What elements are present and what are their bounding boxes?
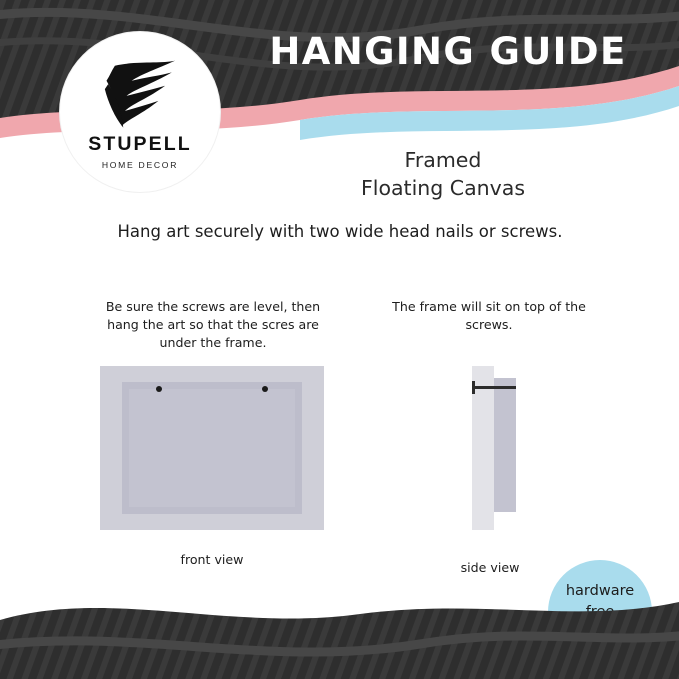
page-title: HANGING GUIDE: [269, 30, 627, 73]
side-view-wall: [472, 366, 494, 530]
bottom-band-graphic: [0, 574, 679, 679]
front-view-caption: Be sure the screws are level, then hang the art so that the scres are under the frame.: [105, 299, 321, 350]
screw-dot-left-icon: [156, 386, 162, 392]
screw-dot-right-icon: [262, 386, 268, 392]
side-view-screw-icon: [474, 386, 516, 389]
product-name-line1: Framed: [404, 148, 482, 172]
product-name-line2: Floating Canvas: [360, 176, 526, 200]
bottom-decorative-band: [0, 574, 679, 679]
side-view-caption: The frame will sit on top of the screws.: [392, 299, 586, 332]
main-instruction: Hang art securely with two wide head nails or screws.: [117, 222, 563, 241]
front-view-diagram: [100, 366, 324, 530]
brand-logo: [60, 32, 220, 192]
brand-tagline: HOME DECOR: [101, 159, 179, 170]
front-view-frame: [122, 382, 302, 514]
product-name: [228, 146, 658, 202]
front-view-label: front view: [180, 552, 244, 567]
side-view-label: side view: [460, 560, 520, 575]
badge-line1: hardware: [565, 582, 635, 599]
side-view-frame: [494, 378, 516, 512]
swoosh-logo-icon: [97, 59, 183, 131]
brand-name: STUPELL: [88, 132, 192, 155]
side-view-screw-head-icon: [472, 381, 475, 394]
